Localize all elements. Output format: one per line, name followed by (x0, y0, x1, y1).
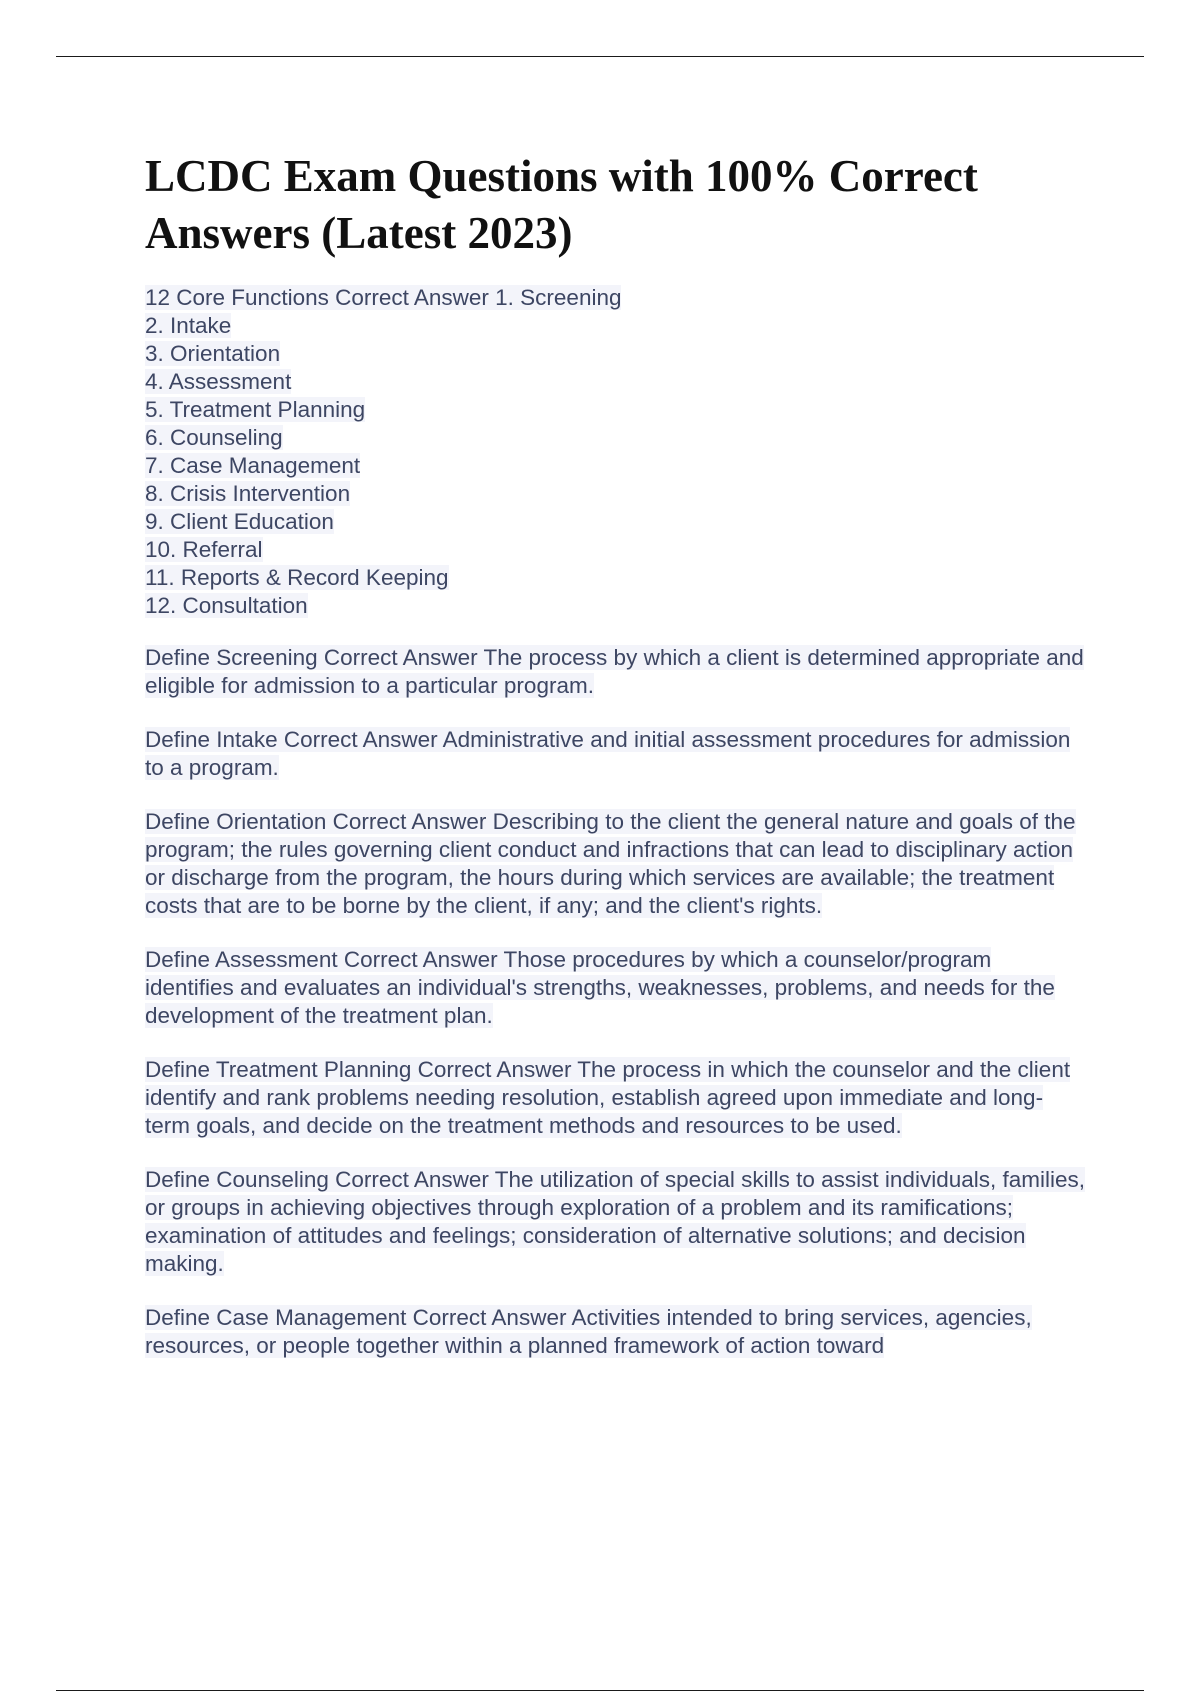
list-item: 10. Referral (145, 537, 263, 562)
list-item: 6. Counseling (145, 425, 283, 450)
list-item: 11. Reports & Record Keeping (145, 565, 449, 590)
qa-treatment-planning: Define Treatment Planning Correct Answer The process in which the counselor and the client identify and rank problems needing resolution, establish agreed upon immediate and long-term goals, and decide on the treatment methods and resources to be used. (145, 1057, 1071, 1138)
list-item: 4. Assessment (145, 369, 292, 394)
qa-counseling: Define Counseling Correct Answer The utilization of special skills to assist individuals, families, or groups in achieving objectives through exploration of a problem and its ramifications; examination of attitudes and feelings; consideration of alternative solutions; and decision making. (145, 1167, 1086, 1276)
list-item: 12. Consultation (145, 593, 308, 618)
qa-case-management: Define Case Management Correct Answer Activities intended to bring services, agencies, resources, or people together within a planned framework of action toward (145, 1305, 1032, 1358)
page-title: LCDC Exam Questions with 100% Correct Answers (Latest 2023) (145, 151, 978, 258)
document-body (145, 148, 1095, 1386)
list-item: 8. Crisis Intervention (145, 481, 351, 506)
list-item: 9. Client Education (145, 509, 334, 534)
qa-orientation: Define Orientation Correct Answer Describing to the client the general nature and goals of the program; the rules governing client conduct and infractions that can lead to disciplinary action or discharge from the program, the hours during which services are available; the treatment costs that are to be borne by the client, if any; and the client's rights. (145, 809, 1076, 918)
qa-assessment: Define Assessment Correct Answer Those procedures by which a counselor/program identifies and evaluates an individual's strengths, weaknesses, problems, and needs for the development of the treatment plan. (145, 947, 1055, 1028)
list-item: 5. Treatment Planning (145, 397, 366, 422)
core-functions-question: 12 Core Functions Correct Answer 1. Screening (145, 285, 622, 310)
list-item: 7. Case Management (145, 453, 361, 478)
top-rule (56, 56, 1144, 57)
list-item: 3. Orientation (145, 341, 281, 366)
qa-screening: Define Screening Correct Answer The process by which a client is determined appropriate and eligible for admission to a particular program. (145, 645, 1084, 698)
core-functions-list (145, 284, 1095, 620)
bottom-rule (56, 1690, 1144, 1691)
list-item: 2. Intake (145, 313, 232, 338)
qa-intake: Define Intake Correct Answer Administrative and initial assessment procedures for admission to a program. (145, 727, 1071, 780)
